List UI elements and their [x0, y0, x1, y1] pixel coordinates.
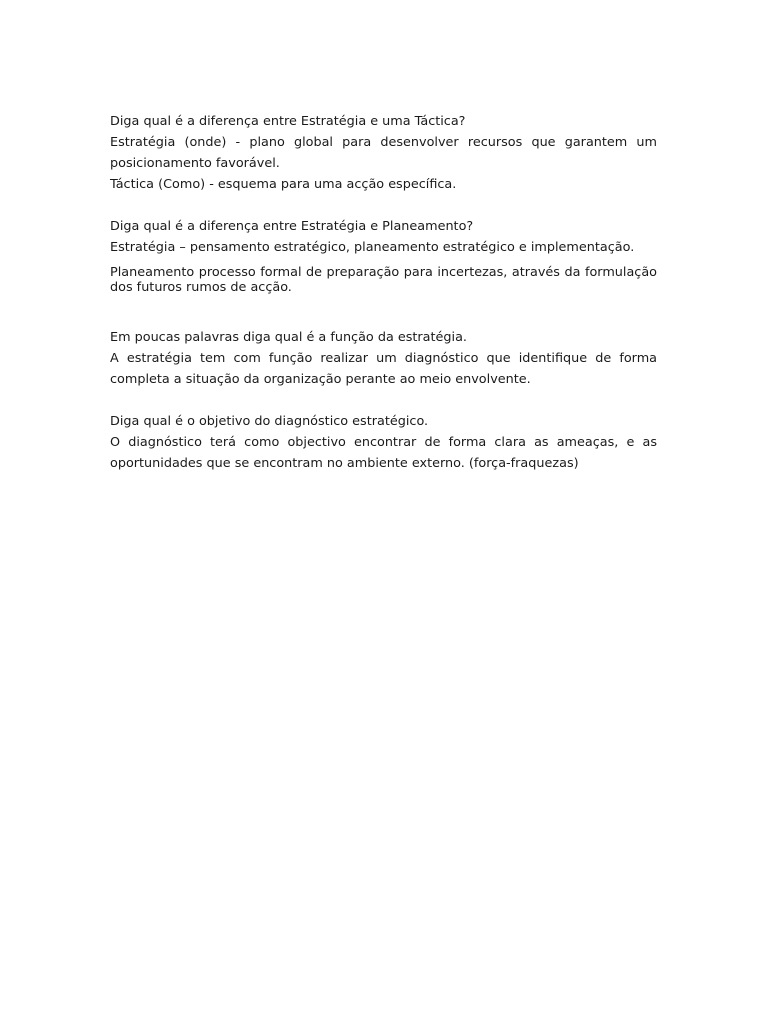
answer-3-1: A estratégia tem com função realizar um diagnóstico que identifique de forma completa a situação da organização perante ao meio envolvente. [110, 351, 657, 387]
answer-4-1: O diagnóstico terá como objectivo encontrar de forma clara as ameaças, e as oportunidades que se encontram no ambiente externo. (força-fraquezas) [110, 435, 657, 471]
question-4: Diga qual é o objetivo do diagnóstico estratégico. [110, 414, 429, 429]
question-2: Diga qual é a diferença entre Estratégia e Planeamento? [110, 219, 474, 234]
document-page [110, 111, 657, 474]
answer-2-2: Planeamento processo formal de preparação para incertezas, através da formulação dos futuros rumos de acção. [110, 265, 657, 295]
question-3: Em poucas palavras diga qual é a função da estratégia. [110, 330, 468, 345]
question-1: Diga qual é a diferença entre Estratégia e uma Táctica? [110, 114, 466, 129]
answer-1-2: Táctica (Como) - esquema para uma acção específica. [110, 177, 457, 192]
answer-1-1: Estratégia (onde) - plano global para desenvolver recursos que garantem um posicionamento favorável. [110, 135, 657, 171]
answer-2-1: Estratégia – pensamento estratégico, planeamento estratégico e implementação. [110, 240, 635, 255]
